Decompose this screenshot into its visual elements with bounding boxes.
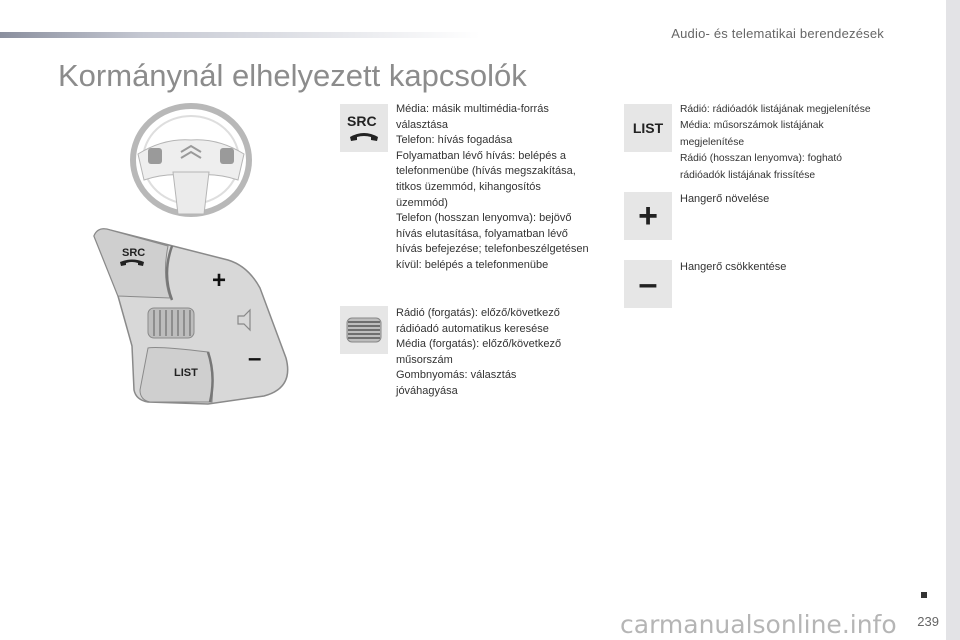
list-line-3: megjelenítése: [680, 136, 745, 148]
list-line-4: Rádió (hosszan lenyomva): fogható: [680, 153, 842, 165]
volume-up-description: [680, 192, 769, 208]
src-line-2: választása: [396, 118, 448, 131]
header-bar: [0, 32, 480, 38]
thumbwheel-icon: [346, 316, 382, 344]
src-line-3: Telefon: hívás fogadása: [396, 134, 513, 147]
volume-up-icon-box: [624, 192, 672, 240]
src-line-8: Telefon (hosszan lenyomva): bejövő: [396, 212, 572, 225]
volume-down-description: [680, 260, 786, 276]
section-title: Audio- és telematikai berendezések: [671, 26, 884, 41]
list-line-5: rádióadók listájának frissítése: [680, 169, 816, 181]
src-line-7: üzemmód): [396, 196, 448, 209]
illus-src-label: SRC: [122, 247, 146, 259]
list-icon-box: [624, 104, 672, 152]
steering-wheel-illustration: [128, 102, 254, 220]
page-title: Kormánynál elhelyezett kapcsolók: [58, 58, 527, 93]
thumbwheel-line-6: jóváhagyása: [396, 384, 458, 397]
thumbwheel-line-4: műsorszám: [396, 353, 453, 366]
src-icon-box: [340, 104, 388, 152]
thumbwheel-line-2: rádióadó automatikus keresése: [396, 322, 549, 335]
page-number: 239: [917, 614, 939, 629]
src-phone-icon: [344, 111, 384, 145]
list-line-2: Média: műsorszámok listájának: [680, 120, 824, 132]
src-line-11: kívül: belépés a telefonmenübe: [396, 258, 549, 271]
list-icon-label: LIST: [632, 120, 664, 136]
src-line-6: titkos üzemmód, kihangosítós: [396, 180, 541, 193]
plus-icon: +: [638, 197, 658, 235]
volume-down-icon-box: [624, 260, 672, 308]
watermark: carmanualsonline.info: [620, 610, 897, 639]
list-line-1: Rádió: rádióadók listájának megjelenítése: [680, 104, 871, 115]
thumbwheel-icon-box: [340, 306, 388, 354]
src-description: [396, 102, 589, 274]
minus-icon: –: [638, 265, 658, 303]
steering-controls-illustration: [88, 226, 298, 413]
page-edge-stripe: [946, 0, 960, 640]
illus-minus-label: –: [248, 345, 262, 372]
thumbwheel-line-1: Rádió (forgatás): előző/következő: [396, 307, 560, 319]
volume-up-line: Hangerő növelése: [680, 193, 770, 205]
thumbwheel-description: [396, 306, 561, 400]
list-description: [680, 102, 871, 184]
src-line-1: Média: másik multimédia-forrás: [396, 103, 549, 115]
volume-down-line: Hangerő csökkentése: [680, 261, 787, 273]
src-line-4: Folyamatban lévő hívás: belépés a: [396, 149, 566, 162]
illus-list-label: LIST: [174, 367, 198, 379]
page-bullet: [921, 592, 927, 598]
src-line-5: telefonmenübe (hívás megszakítása,: [396, 165, 576, 178]
src-icon-label: SRC: [347, 113, 377, 129]
src-line-9: hívás elutasítása, folyamatban lévő: [396, 227, 568, 240]
src-line-10: hívás befejezése; telefonbeszélgetésen: [396, 243, 589, 256]
illus-plus-label: +: [212, 267, 227, 294]
thumbwheel-line-3: Média (forgatás): előző/következő: [396, 338, 562, 351]
thumbwheel-line-5: Gombnyomás: választás: [396, 369, 517, 382]
thumbwheel: [148, 308, 194, 338]
